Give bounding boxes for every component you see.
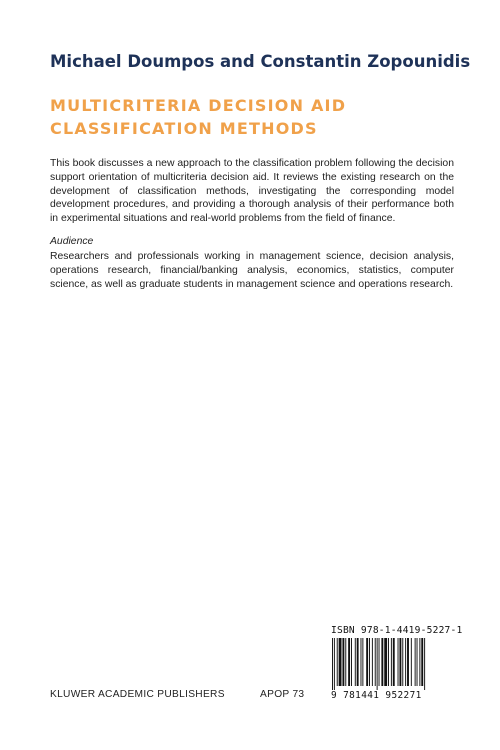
barcode-bar	[419, 638, 420, 686]
barcode-bar	[391, 638, 392, 686]
barcode-bar	[355, 638, 356, 686]
barcode-bar	[377, 638, 378, 690]
barcode-bar	[345, 638, 346, 686]
barcode-bar	[402, 638, 403, 686]
barcode-bar	[334, 638, 335, 690]
isbn-label: ISBN 978-1-4419-5227-1	[331, 625, 463, 636]
book-title-line-1: MULTICRITERIA DECISION AID	[50, 96, 347, 115]
barcode-bar	[384, 638, 387, 686]
barcode-bar	[411, 638, 412, 686]
publisher-name: KLUWER ACADEMIC PUBLISHERS	[50, 689, 225, 700]
barcode-bar	[348, 638, 350, 686]
book-title-line-2: CLASSIFICATION METHODS	[50, 119, 318, 138]
barcode-bar	[417, 638, 418, 686]
barcode-bar	[339, 638, 342, 686]
barcode-bar	[332, 638, 333, 690]
barcode-bar	[415, 638, 416, 686]
barcode-bar	[405, 638, 406, 686]
barcode-bar	[407, 638, 409, 686]
barcode-bar	[351, 638, 352, 686]
barcode-bar	[421, 638, 423, 686]
barcode-bar	[337, 638, 338, 686]
barcode-bar	[361, 638, 362, 686]
barcode-bar	[398, 638, 399, 686]
barcode-bar	[381, 638, 383, 686]
barcode-bar	[369, 638, 370, 686]
barcode-bar	[372, 638, 373, 686]
barcode-bar	[399, 638, 401, 686]
audience-text: Researchers and professionals working in management science, decision analysis, operations research, financial/banking analysis, economics, statistics, computer science, as well as graduate students in management science and operations research.	[50, 251, 454, 290]
series-number: APOP 73	[260, 689, 305, 700]
audience-heading: Audience	[50, 236, 94, 247]
barcode-bar	[357, 638, 359, 686]
barcode-bar	[424, 638, 425, 690]
barcode-bar	[379, 638, 380, 686]
book-description: This book discusses a new approach to the classification problem following the decision support orientation of multicriteria decision aid. It reviews the existing research on the development of classification methods, investigating the corresponding model development procedures, and providing a thorough analysis of their performance both in experimental situations and real-world problems from the field of finance.	[50, 158, 454, 225]
barcode-bar	[375, 638, 376, 686]
barcode	[330, 638, 460, 690]
author-names: Michael Doumpos and Constantin Zopounidis	[50, 52, 471, 71]
barcode-bar	[388, 638, 389, 686]
barcode-bar	[393, 638, 395, 686]
barcode-bar	[362, 638, 363, 686]
barcode-bar	[366, 638, 368, 686]
barcode-digits: 9 781441 952271	[331, 690, 422, 701]
book-title	[50, 94, 470, 140]
barcode-bar	[342, 638, 344, 686]
